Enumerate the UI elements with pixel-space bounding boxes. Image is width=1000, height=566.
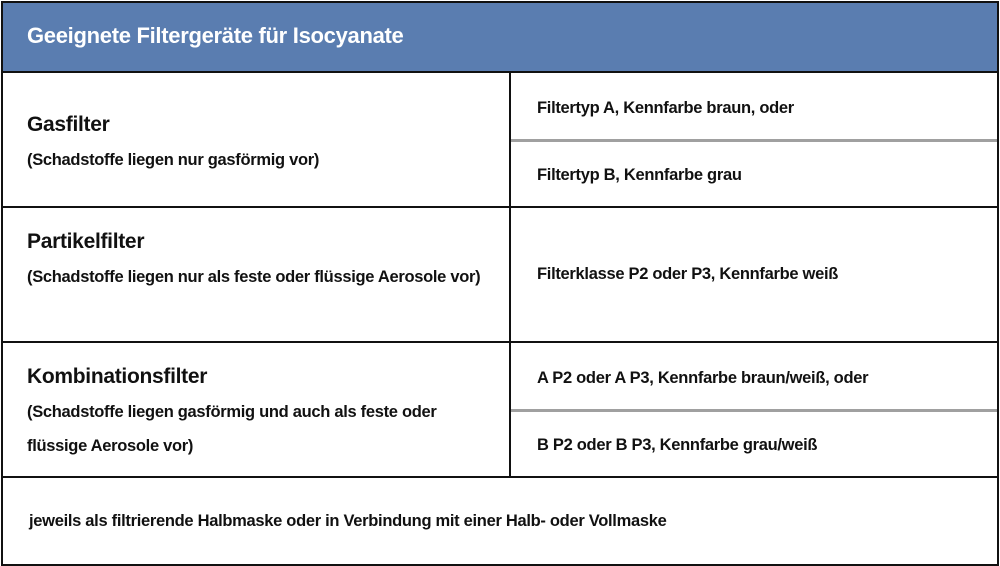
category-heading: Partikelfilter: [27, 230, 145, 253]
table-header: [3, 3, 997, 73]
table-footer-row: [3, 478, 997, 564]
filter-option: Filterklasse P2 oder P3, Kennfarbe weiß: [537, 265, 839, 283]
category-description: (Schadstoffe liegen nur als feste oder flüssige Aerosole vor): [27, 268, 481, 286]
category-heading: Gasfilter: [27, 113, 110, 136]
table-title: Geeignete Filtergeräte für Isocyanate: [27, 23, 404, 48]
filter-table: [1, 1, 999, 566]
divider: [511, 409, 997, 412]
table-row-kombinationsfilter: [3, 343, 997, 478]
category-cell: [3, 343, 511, 476]
footer-note: jeweils als filtrierende Halbmaske oder in Verbindung mit einer Halb- oder Vollmaske: [29, 512, 667, 530]
divider: [511, 139, 997, 142]
filter-option: Filtertyp A, Kennfarbe braun, oder: [537, 99, 794, 117]
table-row-partikelfilter: [3, 208, 997, 343]
filter-option: A P2 oder A P3, Kennfarbe braun/weiß, oder: [537, 369, 869, 387]
options-cell: [511, 208, 997, 341]
filter-option: Filtertyp B, Kennfarbe grau: [537, 166, 742, 184]
category-description: (Schadstoffe liegen gasförmig und auch als feste oder flüssige Aerosole vor): [27, 403, 437, 455]
filter-option: B P2 oder B P3, Kennfarbe grau/weiß: [537, 436, 818, 454]
table-row-gasfilter: [3, 73, 997, 208]
options-cell: [511, 343, 997, 476]
category-heading: Kombinationsfilter: [27, 365, 208, 388]
category-description: (Schadstoffe liegen nur gasförmig vor): [27, 151, 320, 169]
category-cell: [3, 73, 511, 206]
options-cell: [511, 73, 997, 206]
category-cell: [3, 208, 511, 341]
